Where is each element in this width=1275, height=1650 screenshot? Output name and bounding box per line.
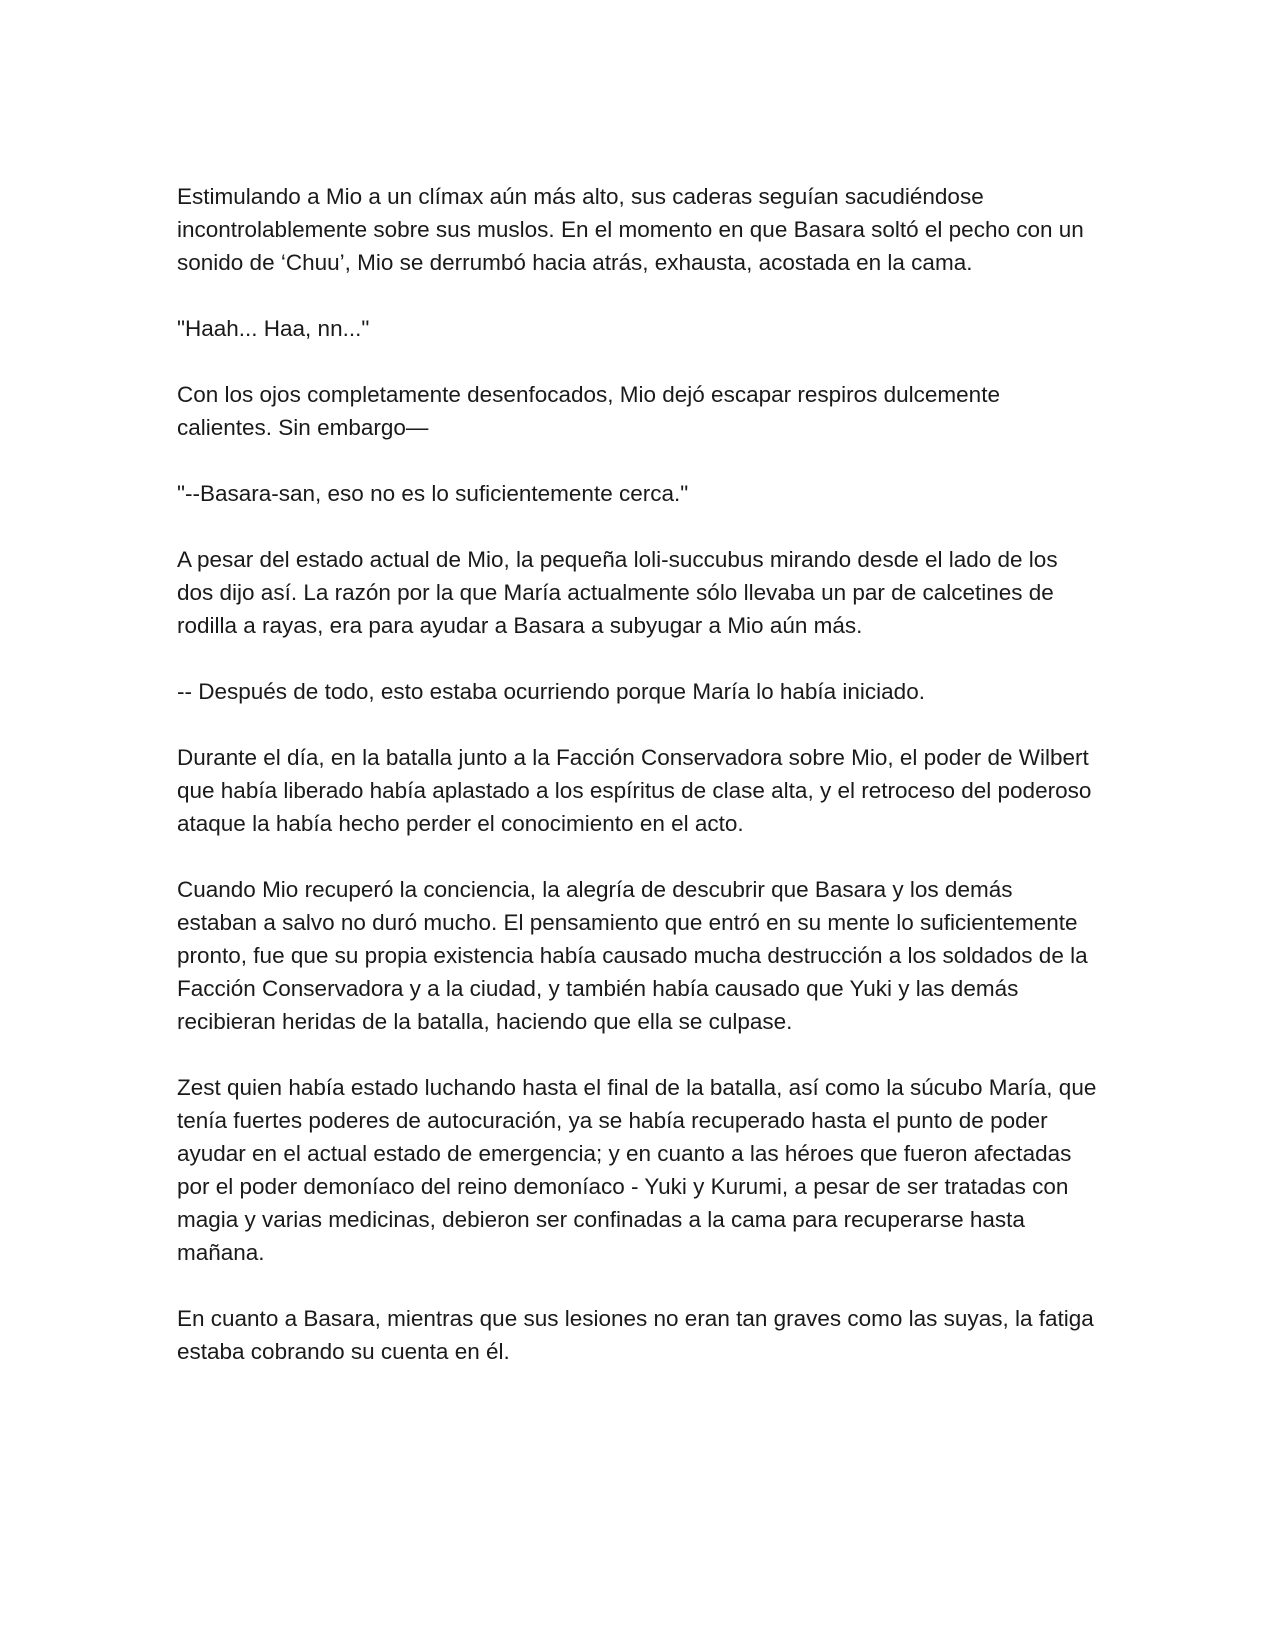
paragraph: Estimulando a Mio a un clímax aún más alto, sus caderas seguían sacudiéndose incontrolablemente sobre sus muslos. En el momento en que Basara soltó el pecho con un sonido de ‘Chuu’, Mio se derrumbó hacia atrás, exhausta, acostada en la cama. (177, 184, 1084, 275)
paragraph: Zest quien había estado luchando hasta el final de la batalla, así como la súcubo María, que tenía fuertes poderes de autocuración, ya se había recuperado hasta el punto de poder ayudar en el actual estado de emergencia; y en cuanto a las héroes que fueron afectadas por el poder demoníaco del reino demoníaco - Yuki y Kurumi, a pesar de ser tratadas con magia y varias medicinas, debieron ser confinadas a la cama para recuperarse hasta mañana. (177, 1075, 1097, 1265)
paragraph: En cuanto a Basara, mientras que sus lesiones no eran tan graves como las suyas, la fatiga estaba cobrando su cuenta en él. (177, 1306, 1094, 1364)
paragraph: -- Después de todo, esto estaba ocurriendo porque María lo había iniciado. (177, 679, 925, 704)
paragraph: Durante el día, en la batalla junto a la Facción Conservadora sobre Mio, el poder de Wilbert que había liberado había aplastado a los espíritus de clase alta, y el retroceso del poderoso ataque la había hecho perder el conocimiento en el acto. (177, 745, 1092, 836)
document-body (177, 180, 1097, 1401)
paragraph: Cuando Mio recuperó la conciencia, la alegría de descubrir que Basara y los demás estaban a salvo no duró mucho. El pensamiento que entró en su mente lo suficientemente pronto, fue que su propia existencia había causado mucha destrucción a los soldados de la Facción Conservadora y a la ciudad, y también había causado que Yuki y las demás recibieran heridas de la batalla, haciendo que ella se culpase. (177, 877, 1088, 1034)
paragraph: "--Basara-san, eso no es lo suficientemente cerca." (177, 481, 689, 506)
paragraph: Con los ojos completamente desenfocados, Mio dejó escapar respiros dulcemente calientes. Sin embargo— (177, 382, 1000, 440)
paragraph: "Haah... Haa, nn..." (177, 316, 370, 341)
paragraph: A pesar del estado actual de Mio, la pequeña loli-succubus mirando desde el lado de los dos dijo así. La razón por la que María actualmente sólo llevaba un par de calcetines de rodilla a rayas, era para ayudar a Basara a subyugar a Mio aún más. (177, 547, 1058, 638)
